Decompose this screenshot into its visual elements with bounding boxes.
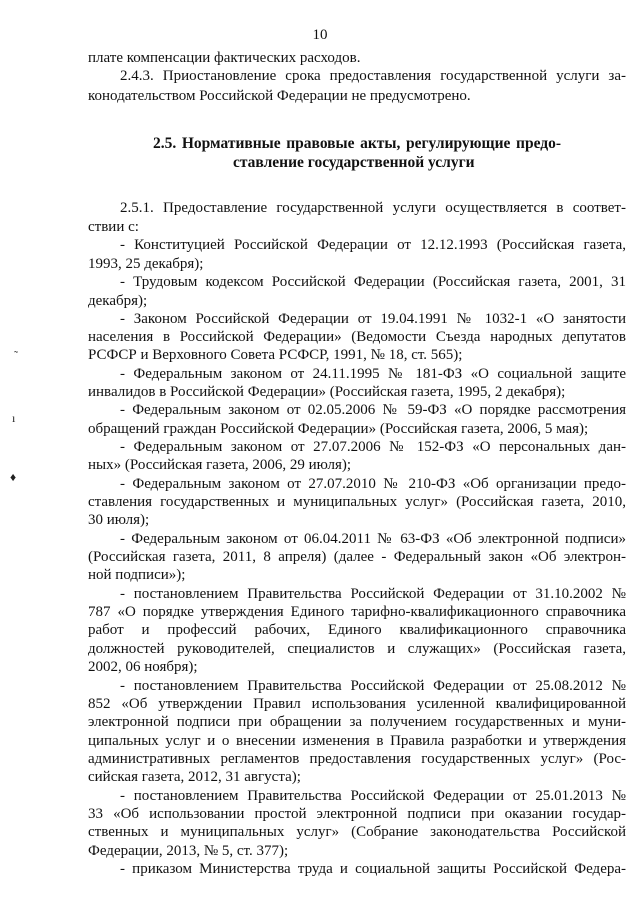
- text-line: - Конституцией Российской Федерации от 12.12.1993 (Российская газета,: [120, 237, 626, 253]
- margin-mark: ˜: [14, 348, 18, 362]
- text-line: плате компенсации фактических расходов.: [88, 50, 361, 66]
- text-line: Федерации, 2013, № 5, ст. 377);: [88, 843, 289, 859]
- text-line: - постановлением Правительства Российской Федерации от 25.01.2013 №: [120, 788, 626, 804]
- page-number: 10: [312, 27, 328, 43]
- text-line: обращений граждан Российской Федерации» (Российская газета, 2006, 5 мая);: [88, 421, 589, 437]
- text-line: - Законом Российской Федерации от 19.04.1991 № 1032-1 «О занятости: [120, 311, 626, 327]
- text-line: ствии с:: [88, 219, 139, 235]
- text-line: - постановлением Правительства Российской Федерации от 25.08.2012 №: [120, 678, 626, 694]
- text-line: - Федеральным законом от 24.11.1995 № 181-ФЗ «О социальной защите: [120, 366, 626, 382]
- text-line: - приказом Министерства труда и социальной защиты Российской Федера-: [120, 861, 626, 877]
- text-line: РСФСР и Верховного Совета РСФСР, 1991, № 18, ст. 565);: [88, 347, 463, 363]
- text-line: сийская газета, 2012, 31 августа);: [88, 769, 301, 785]
- text-line: 2002, 06 ноября);: [88, 659, 198, 675]
- text-line: - Федеральным законом от 02.05.2006 № 59-ФЗ «О порядке рассмотрения: [120, 402, 626, 418]
- text-line: населения в Российской Федерации» (Ведомости Съезда народных депутатов: [88, 329, 626, 345]
- text-line: - постановлением Правительства Российской Федерации от 31.10.2002 №: [120, 586, 626, 602]
- text-line: ных» (Российская газета, 2006, 29 июля);: [88, 457, 352, 473]
- text-line: 852 «Об утверждении Правил использования усиленной квалифицированной: [88, 696, 626, 712]
- section-heading-line: ставление государственной услуги: [233, 154, 475, 171]
- text-line: 33 «Об использовании простой электронной подписи при оказании государ-: [88, 806, 626, 822]
- text-line: 2.5.1. Предоставление государственной услуги осуществляется в соответ-: [120, 200, 626, 216]
- text-line: ципальных услуг и о внесении изменения в Правила разработки и утверждения: [88, 733, 626, 749]
- text-line: электронной подписи при обращении за получением государственных и муни-: [88, 714, 626, 730]
- text-line: ставления государственных и муниципальных услуг» (Российская газета, 2010,: [88, 494, 626, 510]
- text-line: - Федеральным законом от 27.07.2010 № 210-ФЗ «Об организации предо-: [120, 476, 626, 492]
- text-line: - Трудовым кодексом Российской Федерации (Российская газета, 2001, 31: [120, 274, 626, 290]
- text-line: - Федеральным законом от 27.07.2006 № 152-ФЗ «О персональных дан-: [120, 439, 626, 455]
- text-line: 2.4.3. Приостановление срока предоставления государственной услуги за-: [120, 68, 626, 84]
- text-line: (Российская газета, 2011, 8 апреля) (далее - Федеральный закон «Об электрон-: [88, 549, 626, 565]
- text-line: конодательством Российской Федерации не предусмотрено.: [88, 88, 471, 104]
- text-line: должностей руководителей, специалистов и служащих» (Российская газета,: [88, 641, 626, 657]
- text-line: ственных и муниципальных услуг» (Собрание законодательства Российской: [88, 824, 626, 840]
- text-line: ной подписи»);: [88, 567, 186, 583]
- text-line: административных регламентов предоставления государственных услуг» (Рос-: [88, 751, 626, 767]
- margin-mark: ı: [12, 411, 16, 425]
- text-line: декабря);: [88, 293, 148, 309]
- text-line: 30 июля);: [88, 512, 150, 528]
- text-line: инвалидов в Российской Федерации» (Российская газета, 1995, 2 декабря);: [88, 384, 566, 400]
- section-heading-line: 2.5. Нормативные правовые акты, регулирующие предо-: [153, 135, 561, 152]
- text-line: - Федеральным законом от 06.04.2011 № 63-ФЗ «Об электронной подписи»: [120, 531, 626, 547]
- margin-mark: ♦: [10, 470, 17, 484]
- text-line: 1993, 25 декабря);: [88, 256, 204, 272]
- text-line: работ и профессий рабочих, Единого квалификационного справочника: [88, 622, 626, 638]
- text-line: 787 «О порядке утверждения Единого тарифно-квалификационного справочника: [88, 604, 626, 620]
